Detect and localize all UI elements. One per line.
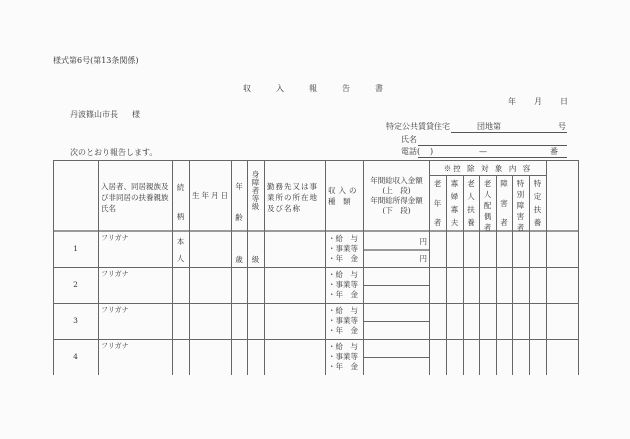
- header-char: 老: [467, 179, 475, 188]
- header-deduction-group: ※控 除 対 象 内 容: [443, 164, 533, 173]
- header-char: 配: [483, 201, 492, 210]
- header-deduction-special-disabled: [512, 178, 529, 232]
- header-char: 寡: [450, 205, 459, 214]
- header-divider: [53, 230, 578, 232]
- header-char: 齢: [235, 213, 243, 222]
- complex-label: 団地第: [477, 122, 501, 131]
- header-char: 偶: [483, 212, 492, 221]
- header-line: 年間総所得金額: [370, 196, 423, 205]
- col-line: [264, 160, 265, 375]
- header-name: 入居者、同居親族及び非同居の扶養親族氏名: [101, 182, 169, 213]
- header-relation: [172, 182, 189, 222]
- header-char: 者: [500, 218, 508, 227]
- title-char: 書: [375, 84, 383, 93]
- header-char: 寡: [450, 179, 459, 188]
- relation-char: 人: [176, 254, 185, 263]
- phone-dash: —: [479, 147, 487, 156]
- date-year: 年: [508, 97, 516, 106]
- income-option-business[interactable]: ・事業等: [328, 244, 358, 253]
- name-field[interactable]: [418, 135, 567, 146]
- header-char: 柄: [176, 212, 185, 221]
- header-char: 定: [533, 192, 542, 201]
- phone-paren-close: ): [430, 147, 434, 156]
- header-deduction-specified-dependent: [529, 178, 546, 228]
- income-type-options[interactable]: [328, 342, 358, 372]
- header-deduction-elderly-spouse: [479, 178, 496, 232]
- date-field[interactable]: [508, 97, 568, 107]
- header-char: 老: [433, 179, 442, 188]
- col-line: [98, 160, 99, 375]
- form-number: 様式第6号(第13条関係): [53, 56, 139, 65]
- header-char: 扶: [467, 205, 475, 214]
- income-option-business[interactable]: ・事業等: [328, 280, 358, 289]
- title-char: 告: [342, 84, 350, 93]
- header-char: 老: [483, 179, 492, 188]
- furigana-label: フリガナ: [101, 342, 129, 350]
- col-line: [53, 160, 54, 375]
- header-workplace: 勤務先又は事業所の所在地及び名称: [267, 182, 318, 213]
- header-char: 養: [467, 218, 475, 227]
- age-unit: 歳: [235, 255, 243, 264]
- header-char: 続: [176, 183, 185, 192]
- row-number: 3: [73, 316, 78, 325]
- col-line: [546, 160, 547, 375]
- relation-value: [172, 236, 189, 264]
- header-char: 夫: [450, 218, 459, 227]
- income-type-options[interactable]: [328, 234, 358, 264]
- row-number: 1: [73, 244, 78, 253]
- amount-divider: [363, 249, 429, 251]
- header-char: 年: [235, 182, 243, 191]
- title-char: 報: [309, 84, 317, 93]
- header-char: 者: [516, 223, 525, 232]
- addressee-name: 丹波篠山市長: [70, 110, 118, 119]
- header-char: 障: [500, 179, 508, 188]
- addressee-honorific: 様: [132, 110, 140, 119]
- amount-divider: [363, 285, 429, 286]
- header-char: 者: [251, 186, 260, 195]
- date-day: 日: [560, 97, 568, 106]
- addressee: [70, 110, 140, 120]
- header-line: 収入の: [328, 186, 360, 195]
- header-line: (上 段): [382, 186, 411, 195]
- header-char: 級: [251, 202, 260, 211]
- header-income-type: [328, 185, 362, 207]
- row-divider: [53, 303, 578, 304]
- header-char: 別: [516, 190, 525, 199]
- header-char: 特: [533, 179, 542, 188]
- income-option-salary[interactable]: ・給 与: [328, 342, 358, 351]
- income-option-salary[interactable]: ・給 与: [328, 234, 358, 243]
- header-char: 年: [433, 198, 442, 208]
- income-option-pension[interactable]: ・年 金: [328, 362, 358, 371]
- income-type-options[interactable]: [328, 270, 358, 300]
- row-number: 4: [73, 352, 78, 361]
- name-label: 氏名: [401, 135, 417, 144]
- furigana-label: フリガナ: [101, 234, 129, 242]
- income-option-salary[interactable]: ・給 与: [328, 270, 358, 279]
- income-option-pension[interactable]: ・年 金: [328, 254, 358, 263]
- row-divider: [53, 267, 578, 268]
- header-char: 障: [251, 178, 260, 187]
- header-char: 身: [251, 170, 260, 179]
- intro-text: 次のとおり報告します。: [70, 148, 158, 157]
- phone-suffix: 番: [550, 147, 558, 156]
- phone-label: 電話(: [401, 147, 421, 156]
- amount-divider: [363, 321, 429, 322]
- col-line: [325, 160, 326, 375]
- header-age: [231, 181, 247, 223]
- furigana-label: フリガナ: [101, 270, 129, 278]
- furigana-label: フリガナ: [101, 306, 129, 314]
- header-line: 種 類: [328, 197, 351, 206]
- row-number: 2: [73, 280, 78, 289]
- row-divider: [53, 339, 578, 340]
- header-char: 人: [467, 192, 475, 201]
- income-option-salary[interactable]: ・給 与: [328, 306, 358, 315]
- col-line: [189, 160, 190, 375]
- header-deduction-widow: [446, 178, 463, 228]
- income-type-options[interactable]: [328, 306, 358, 336]
- header-deduction-elderly-dependent: [463, 178, 479, 228]
- income-option-pension[interactable]: ・年 金: [328, 326, 358, 335]
- total-income-field[interactable]: 円: [419, 237, 427, 246]
- housing-field[interactable]: [451, 122, 567, 133]
- header-char: 扶: [533, 205, 542, 214]
- header-line: (下 段): [382, 206, 411, 215]
- header-disability: [247, 171, 264, 211]
- header-char: 障: [516, 201, 525, 210]
- header-deduction-elderly: [429, 178, 446, 228]
- header-char: 者: [433, 218, 442, 227]
- header-char: 害: [500, 198, 508, 208]
- grade-unit: 級: [251, 255, 260, 264]
- income-option-pension[interactable]: ・年 金: [328, 290, 358, 299]
- title-char: 収: [243, 84, 251, 93]
- total-taxable-field[interactable]: 円: [419, 254, 427, 263]
- header-birthdate: 生年月日: [192, 191, 230, 200]
- header-deduction-disabled: [496, 178, 512, 228]
- table-border-top: [53, 160, 578, 161]
- header-char: 人: [483, 190, 492, 199]
- header-char: 婦: [450, 192, 459, 201]
- header-char: 養: [533, 218, 542, 227]
- header-char: 特: [516, 179, 525, 188]
- col-line: [578, 160, 579, 375]
- header-char: 者: [483, 223, 492, 232]
- header-char: 害: [516, 212, 525, 221]
- housing-label: 特定公共賃貸住宅: [386, 122, 450, 131]
- header-char: 等: [251, 194, 260, 203]
- amount-divider: [363, 357, 429, 358]
- phone-field[interactable]: [418, 147, 567, 158]
- page-title: [243, 84, 383, 94]
- title-char: 入: [276, 84, 284, 93]
- number-label: 号: [558, 122, 566, 131]
- relation-char: 本: [176, 237, 185, 246]
- header-amount: [364, 176, 429, 216]
- income-option-business[interactable]: ・事業等: [328, 316, 358, 325]
- date-month: 月: [534, 97, 542, 106]
- income-option-business[interactable]: ・事業等: [328, 352, 358, 361]
- header-line: 年間総収入金額: [370, 176, 423, 185]
